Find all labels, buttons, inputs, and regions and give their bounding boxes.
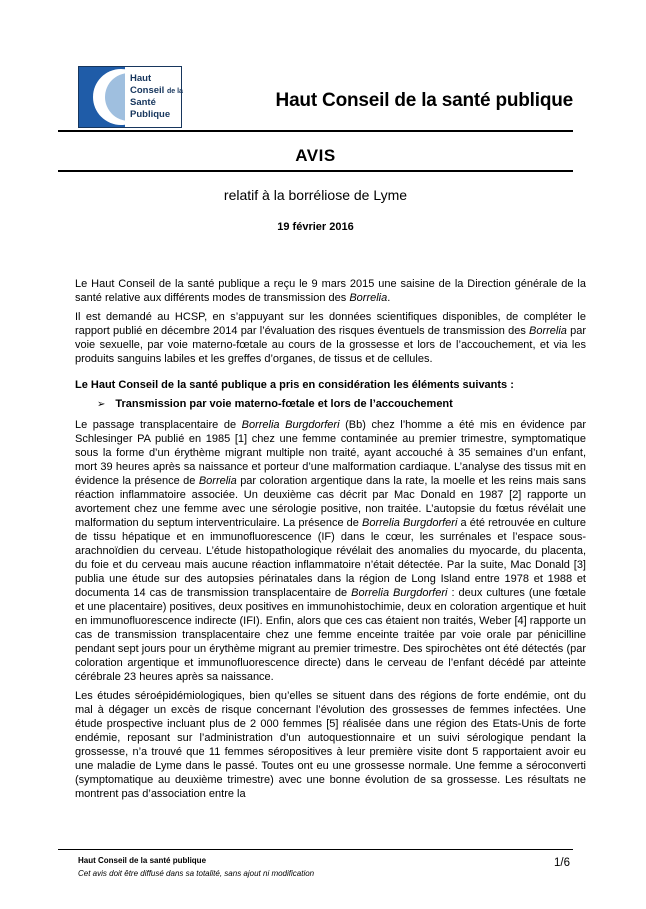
arrow-bullet-icon: ➢ [97,399,106,410]
paragraph-saisine: Le Haut Conseil de la santé publique a reçu le 9 mars 2015 une saisine de la Direction générale de la santé relative aux différents modes de transmission des Borrelia. [75,278,586,304]
consideration-heading: Le Haut Conseil de la santé publique a pris en considération les éléments suivants : [75,379,514,391]
logo-line-1: Haut [130,73,152,84]
avis-heading: AVIS [295,146,336,165]
divider-mid [58,170,573,172]
document-subtitle: relatif à la borréliose de Lyme [223,187,408,203]
paragraph-demande: Il est demandé au HCSP, en s’appuyant sur les données scientifiques disponibles, de compléter le rapport publié en décembre 2014 par l’évaluation des risques éventuels de transmission des Borrelia par voie sexuelle, par voie materno-fœtale au cours de la grossesse et lors de l’accouchement, et via les produits sanguins labiles et les greffes d’organes, de tissus et de cellules. [75,311,586,365]
logo-line-2: Conseil de la [130,84,183,96]
bullet-item [75,397,586,412]
paragraph-transplacentaire: Le passage transplacentaire de Borrelia Burgdorferi (Bb) chez l’homme a été mis en évidence par Schlesinger PA publié en 1985 [1] chez une femme contaminée au premier trimestre, symptomatique sous la forme d’un érythème migrant multiple non traité, ayant accouché à 35 semaines d’un enfant, mort 39 heures après sa naissance et porteur d’une malformation cardiaque. L’analyse des tissus mit en évidence la présence de Borrelia par coloration argentique dans la rate, la moelle et les reins mais sans réaction inflammatoire associée. Un deuxième cas décrit par Mac Donald en 1987 [2] rapporte un avortement chez une femme avec une sérologie positive, non traitée. L’autopsie du fœtus révélait une malformation du septum interventriculaire. La présence de Borrelia Burgdorferi a été retrouvée en culture de tissu hépatique et en immunofluorescence (IF) dans le cœur, les surrénales et l’espace sous-arachnoïdien du cerveau. L’étude histopathologique révélait des anomalies du myocarde, du placenta, du foie et du cerveau mais aucune réaction inflammatoire n’était détectée. Par la suite, Mac Donald [3] publia une étude sur des autopsies périnatales dans la région de Long Island entre 1978 et 1988 et documenta 14 cas de transmission transplacentaire de Borrelia Burgdorferi : deux cultures (une fœtale et une placentaire) positives, deux positives en immunohistochimie, deux en coloration argentique et huit en immunofluorescence indirecte (IFI). Enfin, alors que ces cas étaient non traités, Weber [4] rapporte un cas de transmission transplacentaire chez une femme enceinte traitée par voie orale par pénicilline pendant sept jours pour un érythème migrant au premier trimestre. Des spirochètes ont été détectés (par coloration argentique et immunofluorescence directe) dans le cerveau de l’enfant décédé par atteinte cérébrale 23 heures après sa naissance. [75,419,587,683]
paragraph-seroepidemiologie: Les études séroépidémiologiques, bien qu’elles se situent dans des régions de forte endémie, ont du mal à dégager un excès de risque concernant l’évolution des grossesses de femmes infectées. Une étude prospective incluant plus de 2 000 femmes [5] réalisée dans une région des Etats-Unis de forte endémie, reposant sur l’administration d’un autoquestionnaire et un suivi sérologique pendant la grossesse, n’a trouvé que 11 femmes séropositives à leur première visite dont 5 rapportaient avoir eu une maladie de Lyme dans le passé. Toutes ont eu une grossesse normale. Une femme a séroconverti (symptomatique au deuxième trimestre) avec une bonne évolution de sa grossesse. Les résultats ne montrent pas d’association entre la [75,690,586,800]
divider-top [58,130,573,132]
header-title: Haut Conseil de la santé publique [275,90,573,111]
bullet-label: Transmission par voie materno-fœtale et lors de l’accouchement [115,398,453,410]
document-date: 19 février 2016 [277,221,354,233]
document-body [75,277,586,806]
footer-org: Haut Conseil de la santé publique [78,856,207,865]
logo-line-4: Publique [130,108,171,120]
page-number: 1/6 [554,857,570,869]
footer-divider [58,849,573,850]
footer-notice: Cet avis doit être diffusé dans sa totalité, sans ajout ni modification [78,869,315,878]
logo-line-3: Santé [130,97,156,108]
